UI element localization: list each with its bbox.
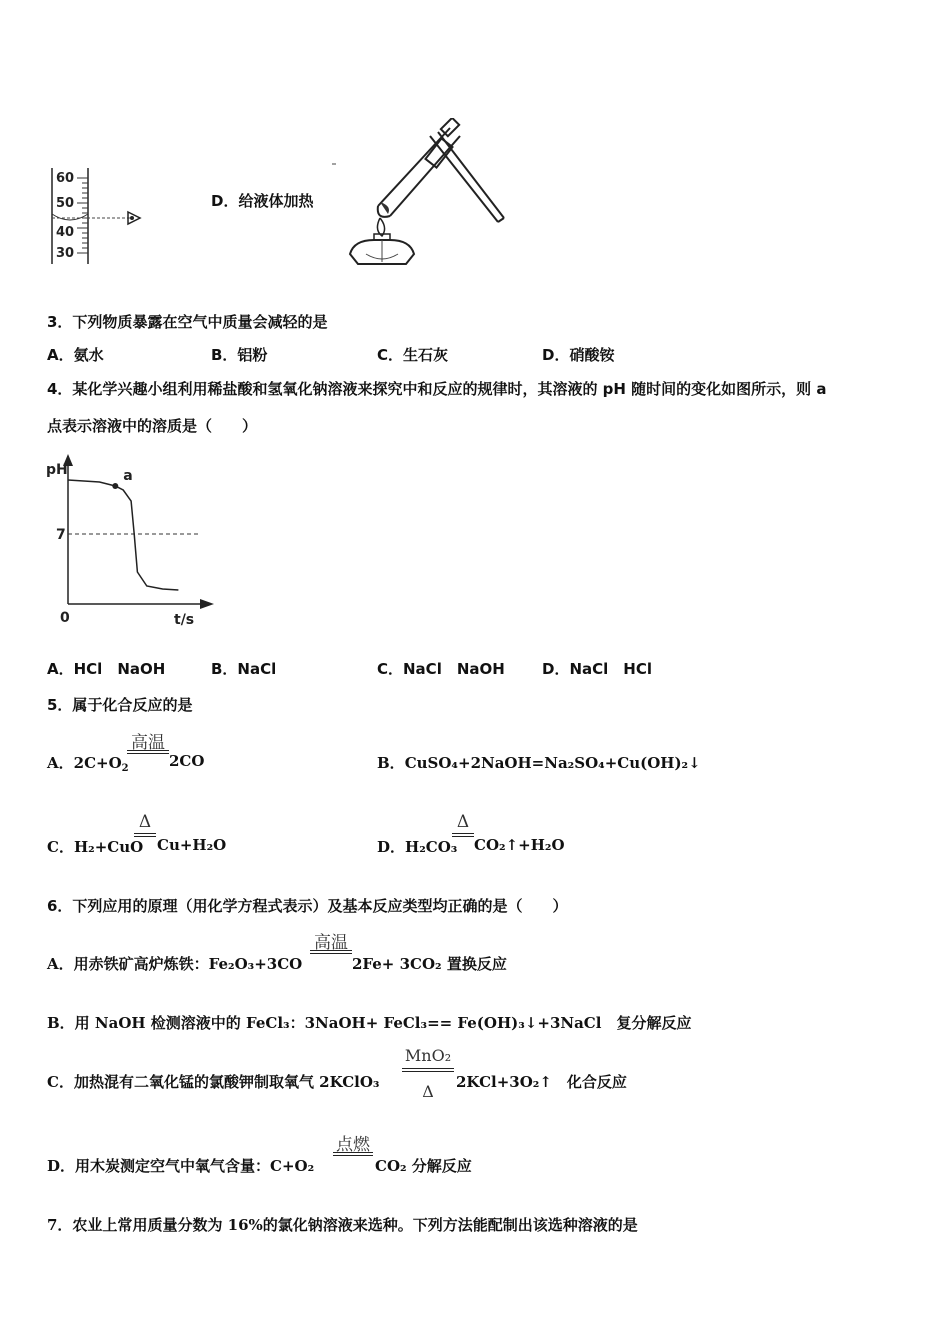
point-a bbox=[112, 483, 118, 489]
q3-option-c[interactable]: C．生石灰 bbox=[377, 346, 449, 364]
q5a-left-sub: 2 bbox=[121, 763, 129, 774]
x-axis-label: t/s bbox=[174, 612, 195, 628]
q6a-equals bbox=[310, 950, 352, 954]
q5a-equals bbox=[127, 750, 169, 754]
q4-stem-line1: 4．某化学兴趣小组利用稀盐酸和氢氧化钠溶液来探究中和反应的规律时，其溶液的 pH 随时间的变化如图所示，则 a bbox=[47, 380, 827, 398]
point-a-label: a bbox=[123, 468, 133, 484]
q6d-equals bbox=[333, 1152, 373, 1156]
q7-stem: 7．农业上常用质量分数为 16%的氯化钠溶液来选种。下列方法能配制出该选种溶液的是 bbox=[47, 1216, 638, 1234]
q6c-condition-bottom: Δ bbox=[422, 1082, 434, 1101]
ph-curve bbox=[68, 480, 178, 590]
q6c-equals bbox=[402, 1068, 454, 1072]
q6d-right: CO₂ 分解反应 bbox=[375, 1157, 472, 1175]
q5-option-a[interactable] bbox=[47, 752, 129, 774]
q5b-eq: CuSO₄+2NaOH=Na₂SO₄+Cu(OH)₂↓ bbox=[404, 754, 701, 772]
q5d-right: CO₂↑+H₂O bbox=[474, 836, 565, 854]
q5c-prefix: C． bbox=[47, 838, 74, 856]
heating-figure bbox=[330, 118, 510, 268]
q4-option-b[interactable]: B．NaCl bbox=[211, 660, 277, 678]
q5c-equals bbox=[134, 833, 156, 837]
q5-option-b[interactable] bbox=[377, 752, 701, 773]
q6-option-c[interactable]: C．加热混有二氧化锰的氯酸钾制取氧气 2KClO₃ bbox=[47, 1073, 380, 1091]
q3-option-b[interactable]: B．铝粉 bbox=[211, 346, 268, 364]
q6d-condition: 点燃 bbox=[336, 1135, 370, 1155]
q3-option-a[interactable]: A．氨水 bbox=[47, 346, 104, 364]
q5c-left: H₂+CuO bbox=[73, 838, 144, 856]
q4-stem-line2: 点表示溶液中的溶质是（ ） bbox=[47, 417, 258, 435]
q5d-condition: Δ bbox=[456, 812, 470, 832]
q3-stem: 3．下列物质暴露在空气中质量会减轻的是 bbox=[47, 313, 328, 331]
q5b-prefix: B． bbox=[377, 754, 405, 772]
q6-option-d[interactable]: D．用木炭测定空气中氧气含量：C+O₂ bbox=[47, 1157, 315, 1175]
q5c-right: Cu+H₂O bbox=[157, 836, 227, 854]
q4-option-c[interactable]: C．NaCl NaOH bbox=[377, 660, 505, 678]
q5a-left: 2C+O bbox=[73, 754, 122, 772]
cylinder-tick-30: 30 bbox=[56, 246, 75, 261]
x-axis-arrow bbox=[200, 599, 214, 609]
q3-option-d[interactable]: D．硝酸铵 bbox=[542, 346, 615, 364]
origin-label: 0 bbox=[60, 610, 70, 626]
q5d-left: H₂CO₃ bbox=[405, 838, 458, 856]
q6c-condition-top: MnO₂ bbox=[404, 1046, 452, 1065]
cylinder-tick-40: 40 bbox=[56, 225, 75, 240]
q5-option-c[interactable] bbox=[47, 836, 143, 857]
q4-option-a[interactable]: A．HCl NaOH bbox=[47, 660, 166, 678]
q5-option-d[interactable] bbox=[377, 836, 457, 857]
cylinder-tick-60: 60 bbox=[56, 171, 75, 186]
q6-option-a[interactable]: A．用赤铁矿高炉炼铁：Fe₂O₃+3CO bbox=[47, 955, 303, 973]
q6a-condition: 高温 bbox=[314, 933, 348, 953]
q6-option-b[interactable]: B．用 NaOH 检测溶液中的 FeCl₃：3NaOH+ FeCl₃== Fe(OH)₃↓+3NaCl 复分解反应 bbox=[47, 1014, 692, 1032]
q6-stem: 6．下列应用的原理（用化学方程式表示）及基本反应类型均正确的是（ ） bbox=[47, 897, 568, 915]
y-tick-7: 7 bbox=[56, 527, 66, 543]
q5a-condition: 高温 bbox=[131, 733, 165, 753]
q5-stem: 5．属于化合反应的是 bbox=[47, 696, 193, 714]
ph-chart bbox=[40, 450, 225, 632]
q5d-prefix: D． bbox=[377, 838, 406, 856]
q5a-right: 2CO bbox=[169, 752, 205, 770]
q5c-condition: Δ bbox=[138, 812, 152, 832]
cylinder-figure bbox=[44, 160, 154, 270]
heating-label: D．给液体加热 bbox=[211, 192, 314, 210]
q6a-right: 2Fe+ 3CO₂ 置换反应 bbox=[352, 955, 507, 973]
y-axis-label: pH bbox=[46, 462, 68, 478]
q6c-right: 2KCl+3O₂↑ 化合反应 bbox=[456, 1073, 627, 1091]
q5d-equals bbox=[452, 833, 474, 837]
q4-option-d[interactable]: D．NaCl HCl bbox=[542, 660, 652, 678]
cylinder-tick-50: 50 bbox=[56, 196, 75, 211]
q5a-prefix: A． bbox=[47, 754, 74, 772]
